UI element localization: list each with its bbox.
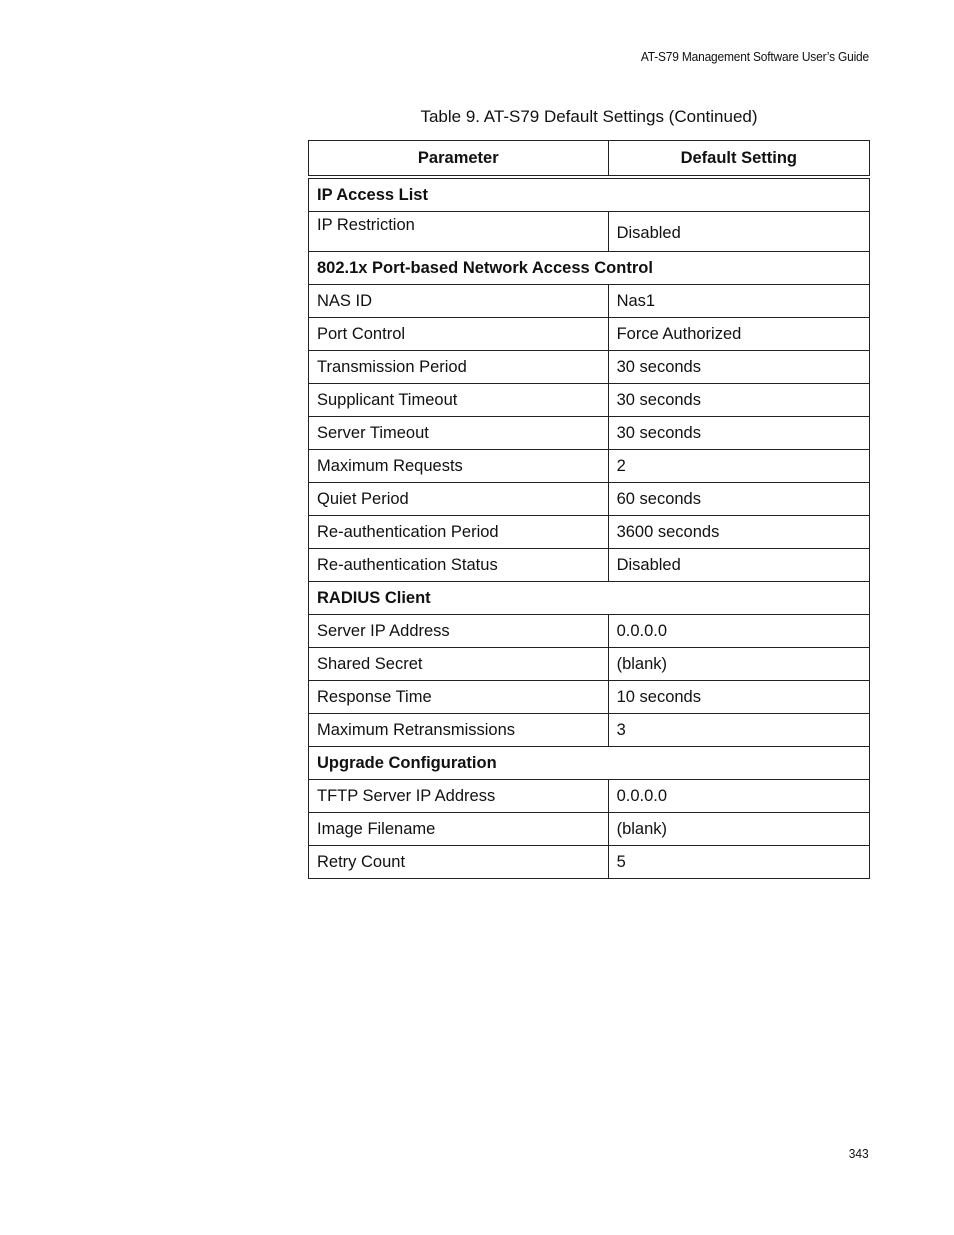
section-title: IP Access List [309,177,870,212]
parameter-cell: Re-authentication Period [309,516,609,549]
parameter-cell: IP Restriction [309,212,609,252]
parameter-cell: Server Timeout [309,417,609,450]
table-row [309,318,870,351]
table-row [309,846,870,879]
default-cell: 0.0.0.0 [608,615,869,648]
table-row [309,648,870,681]
table-row [309,681,870,714]
table-row [309,615,870,648]
section-row [309,252,870,285]
default-cell: Disabled [608,212,869,252]
parameter-cell: Transmission Period [309,351,609,384]
table-row [309,351,870,384]
default-cell: (blank) [608,813,869,846]
column-header-default-setting: Default Setting [608,141,869,178]
default-cell: 30 seconds [608,417,869,450]
default-cell: Force Authorized [608,318,869,351]
section-title: RADIUS Client [309,582,870,615]
section-row [309,582,870,615]
table-row [309,813,870,846]
default-cell: 3600 seconds [608,516,869,549]
table-row [309,285,870,318]
running-header: AT-S79 Management Software User’s Guide [640,49,869,64]
default-cell: Disabled [608,549,869,582]
parameter-cell: Retry Count [309,846,609,879]
default-cell: 3 [608,714,869,747]
default-cell: 5 [608,846,869,879]
table-row [309,714,870,747]
section-row [309,747,870,780]
default-cell: (blank) [608,648,869,681]
parameter-cell: Server IP Address [309,615,609,648]
default-cell: 2 [608,450,869,483]
default-cell: 60 seconds [608,483,869,516]
parameter-cell: TFTP Server IP Address [309,780,609,813]
parameter-cell: Port Control [309,318,609,351]
section-title: Upgrade Configuration [309,747,870,780]
table-row [309,780,870,813]
table-row [309,549,870,582]
default-cell: 30 seconds [608,351,869,384]
parameter-cell: Image Filename [309,813,609,846]
table-row [309,483,870,516]
parameter-cell: Supplicant Timeout [309,384,609,417]
default-cell: 0.0.0.0 [608,780,869,813]
column-header-parameter: Parameter [309,141,609,178]
table-caption: Table 9. AT-S79 Default Settings (Continued) [420,107,758,126]
parameter-cell: Maximum Retransmissions [309,714,609,747]
parameter-cell: Re-authentication Status [309,549,609,582]
table-row [309,516,870,549]
page-number: 343 [849,1146,869,1161]
table-row [309,450,870,483]
default-cell: 30 seconds [608,384,869,417]
parameter-cell: Response Time [309,681,609,714]
default-cell: Nas1 [608,285,869,318]
default-settings-table [308,140,870,879]
table-row [309,417,870,450]
parameter-cell: Maximum Requests [309,450,609,483]
parameter-cell: NAS ID [309,285,609,318]
section-row [309,177,870,212]
section-title: 802.1x Port-based Network Access Control [309,252,870,285]
table-row [309,212,870,252]
parameter-cell: Quiet Period [309,483,609,516]
default-cell: 10 seconds [608,681,869,714]
table-header-row [309,141,870,178]
table-row [309,384,870,417]
parameter-cell: Shared Secret [309,648,609,681]
